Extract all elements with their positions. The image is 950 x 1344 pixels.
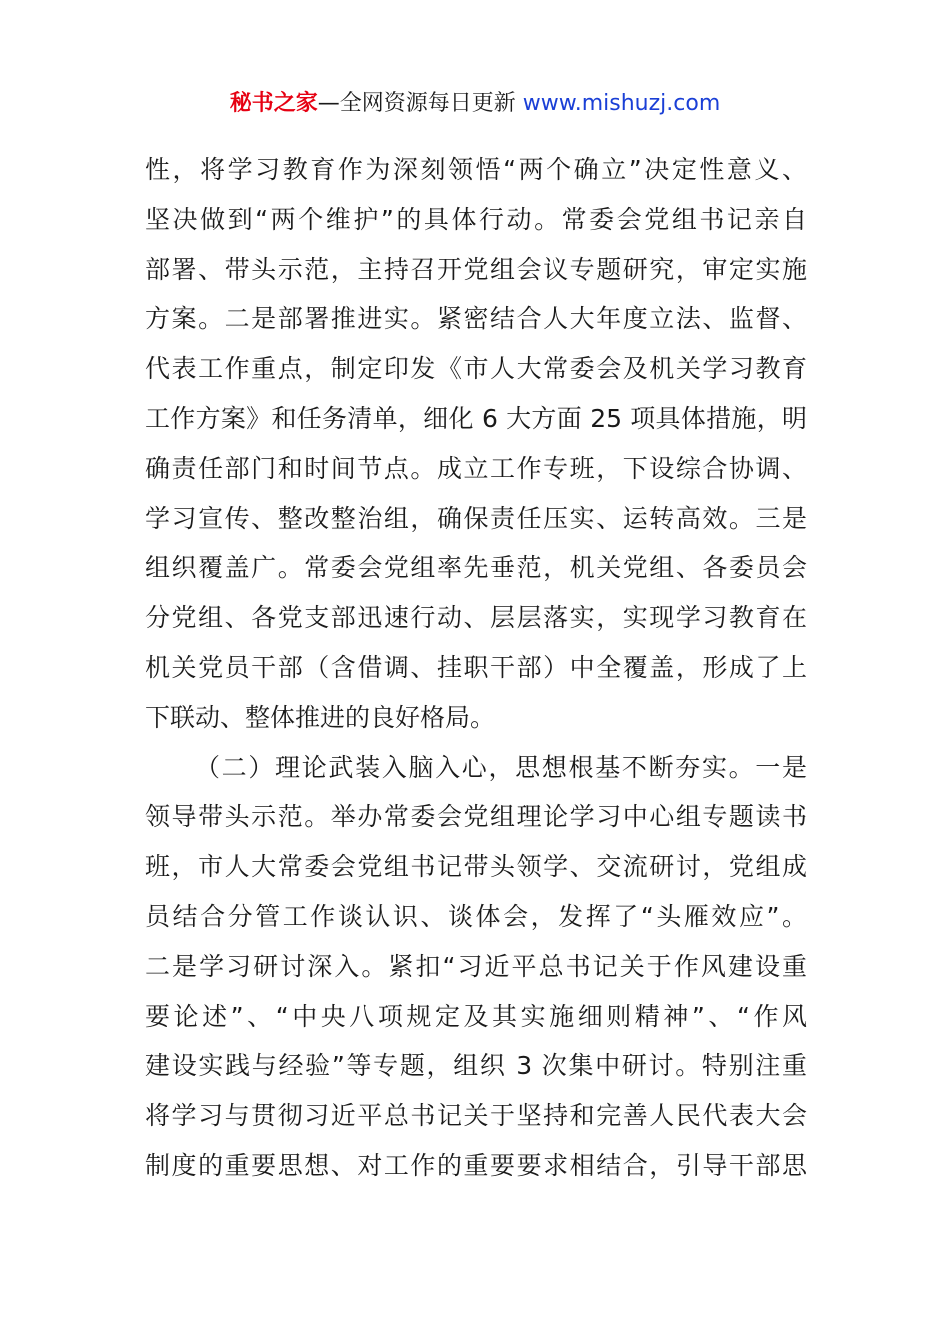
text-line: 学习宣传、整改整治组，确保责任压实、运转高效。三是 (145, 503, 807, 533)
text-line: 组织覆盖广。常委会党组率先垂范，机关党组、各委员会 (145, 553, 807, 583)
text-line: 制度的重要思想、对工作的重要要求相结合，引导干部思 (145, 1150, 807, 1180)
text-line: 工作方案》和任务清单，细化 6 大方面 25 项具体措施，明 (145, 403, 807, 433)
text-line: 坚决做到“两个维护”的具体行动。常委会党组书记亲自 (145, 204, 807, 234)
text-line: 要论述”、“中央八项规定及其实施细则精神”、“作风 (145, 1001, 807, 1031)
text-line: 机关党员干部（含借调、挂职干部）中全覆盖，形成了上 (145, 652, 807, 682)
site-name: 秘书之家 (229, 91, 318, 116)
text-line: 下联动、整体推进的良好格局。 (145, 702, 496, 732)
text-line: 二是学习研讨深入。紧扣“习近平总书记关于作风建设重 (145, 951, 807, 981)
text-line: 方案。二是部署推进实。紧密结合人大年度立法、监督、 (145, 304, 807, 334)
text-line: 将学习与贯彻习近平总书记关于坚持和完善人民代表大会 (145, 1101, 807, 1131)
section-heading-line: （二）理论武装入脑入心，思想根基不断夯实。一是 (195, 752, 807, 782)
text-line: 代表工作重点，制定印发《市人大常委会及机关学习教育 (145, 354, 807, 384)
text-line: 建设实践与经验”等专题，组织 3 次集中研讨。特别注重 (145, 1051, 807, 1081)
text-line: 部署、带头示范，主持召开党组会议专题研究，审定实施 (145, 254, 807, 284)
site-tagline: —全网资源每日更新 (317, 91, 516, 116)
site-url-link[interactable]: www.mishuzj.com (522, 91, 721, 116)
text-line: 班，市人大常委会党组书记带头领学、交流研讨，党组成 (145, 852, 807, 882)
document-body (145, 145, 807, 1191)
text-line: 性，将学习教育作为深刻领悟“两个确立”决定性意义、 (145, 155, 807, 184)
text-line: 确责任部门和时间节点。成立工作专班，下设综合协调、 (145, 453, 807, 483)
site-header (0, 88, 950, 120)
text-line: 员结合分管工作谈认识、谈体会，发挥了“头雁效应”。 (145, 901, 807, 931)
text-line: 分党组、各党支部迅速行动、层层落实，实现学习教育在 (145, 603, 807, 633)
text-line: 领导带头示范。举办常委会党组理论学习中心组专题读书 (145, 802, 807, 832)
